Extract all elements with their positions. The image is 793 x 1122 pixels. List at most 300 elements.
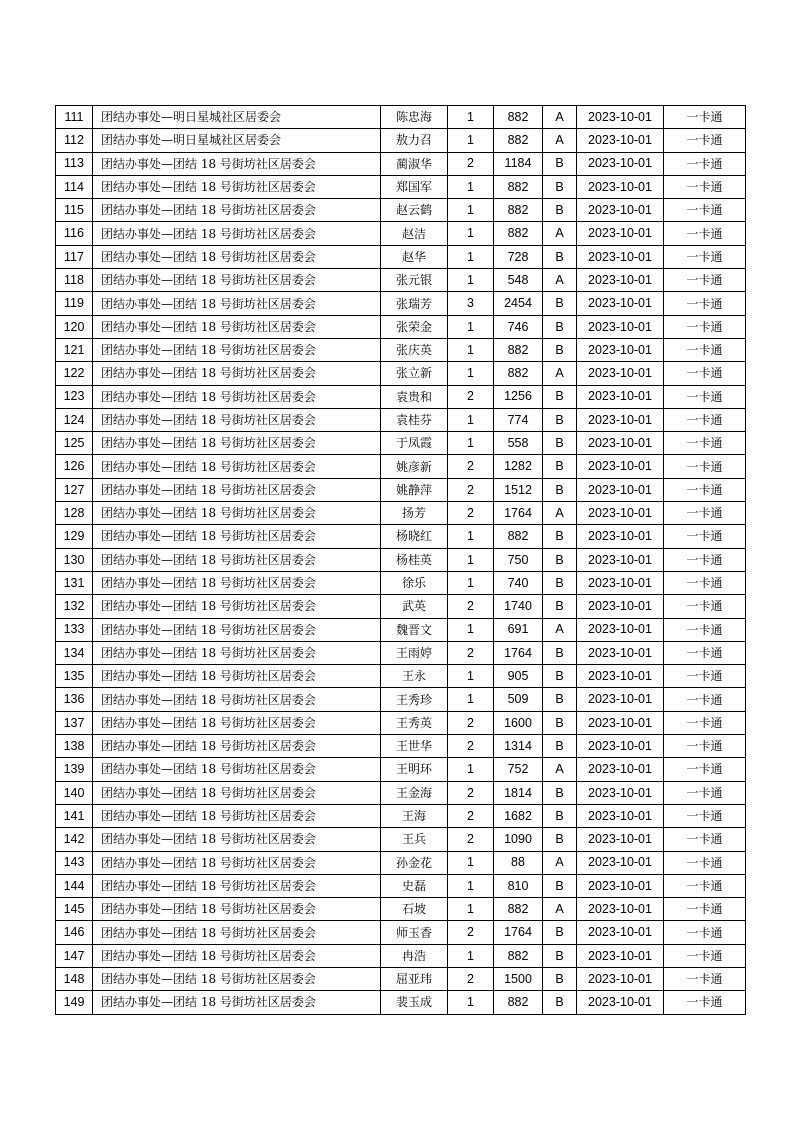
row-number-cell: 148 bbox=[56, 967, 93, 990]
organization-cell: 团结办事处—团结 18 号街坊社区居委会 bbox=[93, 362, 381, 385]
row-number-cell: 112 bbox=[56, 129, 93, 152]
organization-cell: 团结办事处—团结 18 号街坊社区居委会 bbox=[93, 874, 381, 897]
organization-cell: 团结办事处—团结 18 号街坊社区居委会 bbox=[93, 804, 381, 827]
payment-method-cell: 一卡通 bbox=[664, 688, 746, 711]
organization-cell: 团结办事处—团结 18 号街坊社区居委会 bbox=[93, 967, 381, 990]
amount-cell: 882 bbox=[494, 991, 543, 1014]
household-count-cell: 1 bbox=[448, 665, 494, 688]
row-number-cell: 113 bbox=[56, 152, 93, 175]
household-count-cell: 2 bbox=[448, 967, 494, 990]
amount-cell: 882 bbox=[494, 898, 543, 921]
payment-method-cell: 一卡通 bbox=[664, 641, 746, 664]
table-row bbox=[56, 781, 746, 804]
organization-cell: 团结办事处—团结 18 号街坊社区居委会 bbox=[93, 338, 381, 361]
table-row bbox=[56, 502, 746, 525]
household-count-cell: 1 bbox=[448, 245, 494, 268]
category-cell: B bbox=[543, 665, 577, 688]
table-row bbox=[56, 967, 746, 990]
amount-cell: 810 bbox=[494, 874, 543, 897]
category-cell: B bbox=[543, 245, 577, 268]
payment-method-cell: 一卡通 bbox=[664, 455, 746, 478]
category-cell: A bbox=[543, 898, 577, 921]
household-count-cell: 2 bbox=[448, 152, 494, 175]
table-row bbox=[56, 921, 746, 944]
table-row bbox=[56, 338, 746, 361]
name-cell: 姚静萍 bbox=[381, 478, 448, 501]
row-number-cell: 131 bbox=[56, 571, 93, 594]
table-row bbox=[56, 688, 746, 711]
amount-cell: 691 bbox=[494, 618, 543, 641]
date-cell: 2023-10-01 bbox=[577, 199, 664, 222]
household-count-cell: 2 bbox=[448, 385, 494, 408]
payment-method-cell: 一卡通 bbox=[664, 315, 746, 338]
household-count-cell: 1 bbox=[448, 525, 494, 548]
household-count-cell: 2 bbox=[448, 641, 494, 664]
row-number-cell: 140 bbox=[56, 781, 93, 804]
date-cell: 2023-10-01 bbox=[577, 595, 664, 618]
organization-cell: 团结办事处—团结 18 号街坊社区居委会 bbox=[93, 595, 381, 618]
organization-cell: 团结办事处—团结 18 号街坊社区居委会 bbox=[93, 828, 381, 851]
table-row bbox=[56, 828, 746, 851]
row-number-cell: 141 bbox=[56, 804, 93, 827]
table-row bbox=[56, 315, 746, 338]
household-count-cell: 1 bbox=[448, 758, 494, 781]
row-number-cell: 139 bbox=[56, 758, 93, 781]
date-cell: 2023-10-01 bbox=[577, 781, 664, 804]
organization-cell: 团结办事处—团结 18 号街坊社区居委会 bbox=[93, 711, 381, 734]
household-count-cell: 2 bbox=[448, 455, 494, 478]
date-cell: 2023-10-01 bbox=[577, 338, 664, 361]
name-cell: 王海 bbox=[381, 804, 448, 827]
category-cell: B bbox=[543, 525, 577, 548]
name-cell: 徐乐 bbox=[381, 571, 448, 594]
row-number-cell: 121 bbox=[56, 338, 93, 361]
name-cell: 史磊 bbox=[381, 874, 448, 897]
name-cell: 赵华 bbox=[381, 245, 448, 268]
payment-method-cell: 一卡通 bbox=[664, 758, 746, 781]
household-count-cell: 1 bbox=[448, 548, 494, 571]
amount-cell: 509 bbox=[494, 688, 543, 711]
row-number-cell: 142 bbox=[56, 828, 93, 851]
name-cell: 张荣金 bbox=[381, 315, 448, 338]
name-cell: 王永 bbox=[381, 665, 448, 688]
amount-cell: 728 bbox=[494, 245, 543, 268]
household-count-cell: 1 bbox=[448, 898, 494, 921]
row-number-cell: 144 bbox=[56, 874, 93, 897]
table-row bbox=[56, 175, 746, 198]
table-row bbox=[56, 944, 746, 967]
roster-table-body bbox=[56, 106, 746, 1015]
household-count-cell: 1 bbox=[448, 851, 494, 874]
row-number-cell: 145 bbox=[56, 898, 93, 921]
date-cell: 2023-10-01 bbox=[577, 688, 664, 711]
table-row bbox=[56, 898, 746, 921]
name-cell: 姚彦新 bbox=[381, 455, 448, 478]
amount-cell: 1740 bbox=[494, 595, 543, 618]
category-cell: A bbox=[543, 222, 577, 245]
name-cell: 师玉香 bbox=[381, 921, 448, 944]
date-cell: 2023-10-01 bbox=[577, 362, 664, 385]
amount-cell: 740 bbox=[494, 571, 543, 594]
category-cell: B bbox=[543, 478, 577, 501]
category-cell: B bbox=[543, 152, 577, 175]
date-cell: 2023-10-01 bbox=[577, 245, 664, 268]
amount-cell: 882 bbox=[494, 338, 543, 361]
payment-method-cell: 一卡通 bbox=[664, 898, 746, 921]
table-row bbox=[56, 152, 746, 175]
amount-cell: 905 bbox=[494, 665, 543, 688]
date-cell: 2023-10-01 bbox=[577, 175, 664, 198]
row-number-cell: 132 bbox=[56, 595, 93, 618]
row-number-cell: 115 bbox=[56, 199, 93, 222]
category-cell: B bbox=[543, 571, 577, 594]
row-number-cell: 135 bbox=[56, 665, 93, 688]
organization-cell: 团结办事处—团结 18 号街坊社区居委会 bbox=[93, 851, 381, 874]
category-cell: B bbox=[543, 944, 577, 967]
row-number-cell: 134 bbox=[56, 641, 93, 664]
amount-cell: 1814 bbox=[494, 781, 543, 804]
date-cell: 2023-10-01 bbox=[577, 967, 664, 990]
row-number-cell: 119 bbox=[56, 292, 93, 315]
organization-cell: 团结办事处—团结 18 号街坊社区居委会 bbox=[93, 618, 381, 641]
household-count-cell: 1 bbox=[448, 199, 494, 222]
date-cell: 2023-10-01 bbox=[577, 478, 664, 501]
household-count-cell: 1 bbox=[448, 618, 494, 641]
row-number-cell: 127 bbox=[56, 478, 93, 501]
amount-cell: 882 bbox=[494, 222, 543, 245]
amount-cell: 1600 bbox=[494, 711, 543, 734]
organization-cell: 团结办事处—团结 18 号街坊社区居委会 bbox=[93, 571, 381, 594]
organization-cell: 团结办事处—团结 18 号街坊社区居委会 bbox=[93, 455, 381, 478]
category-cell: A bbox=[543, 269, 577, 292]
payment-method-cell: 一卡通 bbox=[664, 571, 746, 594]
date-cell: 2023-10-01 bbox=[577, 129, 664, 152]
household-count-cell: 2 bbox=[448, 502, 494, 525]
table-row bbox=[56, 665, 746, 688]
organization-cell: 团结办事处—明日星城社区居委会 bbox=[93, 129, 381, 152]
table-row bbox=[56, 804, 746, 827]
category-cell: B bbox=[543, 967, 577, 990]
household-count-cell: 1 bbox=[448, 362, 494, 385]
household-count-cell: 2 bbox=[448, 781, 494, 804]
payment-method-cell: 一卡通 bbox=[664, 222, 746, 245]
category-cell: B bbox=[543, 292, 577, 315]
organization-cell: 团结办事处—团结 18 号街坊社区居委会 bbox=[93, 478, 381, 501]
amount-cell: 1682 bbox=[494, 804, 543, 827]
payment-method-cell: 一卡通 bbox=[664, 269, 746, 292]
row-number-cell: 128 bbox=[56, 502, 93, 525]
name-cell: 赵云鹤 bbox=[381, 199, 448, 222]
amount-cell: 882 bbox=[494, 199, 543, 222]
amount-cell: 882 bbox=[494, 175, 543, 198]
roster-table bbox=[55, 105, 746, 1015]
organization-cell: 团结办事处—团结 18 号街坊社区居委会 bbox=[93, 315, 381, 338]
name-cell: 王兵 bbox=[381, 828, 448, 851]
date-cell: 2023-10-01 bbox=[577, 851, 664, 874]
household-count-cell: 2 bbox=[448, 711, 494, 734]
name-cell: 杨晓红 bbox=[381, 525, 448, 548]
row-number-cell: 123 bbox=[56, 385, 93, 408]
payment-method-cell: 一卡通 bbox=[664, 967, 746, 990]
table-row bbox=[56, 851, 746, 874]
table-row bbox=[56, 455, 746, 478]
table-row bbox=[56, 269, 746, 292]
name-cell: 杨桂英 bbox=[381, 548, 448, 571]
row-number-cell: 147 bbox=[56, 944, 93, 967]
name-cell: 王明环 bbox=[381, 758, 448, 781]
date-cell: 2023-10-01 bbox=[577, 735, 664, 758]
name-cell: 郑国军 bbox=[381, 175, 448, 198]
row-number-cell: 129 bbox=[56, 525, 93, 548]
name-cell: 袁贵和 bbox=[381, 385, 448, 408]
amount-cell: 1500 bbox=[494, 967, 543, 990]
amount-cell: 1090 bbox=[494, 828, 543, 851]
date-cell: 2023-10-01 bbox=[577, 315, 664, 338]
name-cell: 王秀珍 bbox=[381, 688, 448, 711]
row-number-cell: 138 bbox=[56, 735, 93, 758]
household-count-cell: 2 bbox=[448, 828, 494, 851]
name-cell: 王秀英 bbox=[381, 711, 448, 734]
organization-cell: 团结办事处—团结 18 号街坊社区居委会 bbox=[93, 292, 381, 315]
payment-method-cell: 一卡通 bbox=[664, 292, 746, 315]
payment-method-cell: 一卡通 bbox=[664, 944, 746, 967]
name-cell: 张庆英 bbox=[381, 338, 448, 361]
category-cell: A bbox=[543, 758, 577, 781]
row-number-cell: 125 bbox=[56, 432, 93, 455]
category-cell: B bbox=[543, 315, 577, 338]
amount-cell: 1764 bbox=[494, 921, 543, 944]
amount-cell: 882 bbox=[494, 106, 543, 129]
date-cell: 2023-10-01 bbox=[577, 571, 664, 594]
name-cell: 孙金花 bbox=[381, 851, 448, 874]
household-count-cell: 2 bbox=[448, 595, 494, 618]
household-count-cell: 2 bbox=[448, 921, 494, 944]
payment-method-cell: 一卡通 bbox=[664, 362, 746, 385]
date-cell: 2023-10-01 bbox=[577, 152, 664, 175]
name-cell: 屈亚玮 bbox=[381, 967, 448, 990]
household-count-cell: 1 bbox=[448, 175, 494, 198]
amount-cell: 1282 bbox=[494, 455, 543, 478]
payment-method-cell: 一卡通 bbox=[664, 245, 746, 268]
date-cell: 2023-10-01 bbox=[577, 222, 664, 245]
category-cell: B bbox=[543, 688, 577, 711]
name-cell: 冉浩 bbox=[381, 944, 448, 967]
household-count-cell: 1 bbox=[448, 408, 494, 431]
organization-cell: 团结办事处—团结 18 号街坊社区居委会 bbox=[93, 385, 381, 408]
household-count-cell: 2 bbox=[448, 804, 494, 827]
table-row bbox=[56, 292, 746, 315]
category-cell: B bbox=[543, 408, 577, 431]
date-cell: 2023-10-01 bbox=[577, 292, 664, 315]
row-number-cell: 122 bbox=[56, 362, 93, 385]
name-cell: 陈忠海 bbox=[381, 106, 448, 129]
organization-cell: 团结办事处—团结 18 号街坊社区居委会 bbox=[93, 898, 381, 921]
category-cell: B bbox=[543, 199, 577, 222]
organization-cell: 团结办事处—明日星城社区居委会 bbox=[93, 106, 381, 129]
date-cell: 2023-10-01 bbox=[577, 898, 664, 921]
date-cell: 2023-10-01 bbox=[577, 641, 664, 664]
category-cell: A bbox=[543, 851, 577, 874]
table-row bbox=[56, 478, 746, 501]
amount-cell: 1512 bbox=[494, 478, 543, 501]
organization-cell: 团结办事处—团结 18 号街坊社区居委会 bbox=[93, 944, 381, 967]
date-cell: 2023-10-01 bbox=[577, 921, 664, 944]
household-count-cell: 2 bbox=[448, 735, 494, 758]
name-cell: 张立新 bbox=[381, 362, 448, 385]
payment-method-cell: 一卡通 bbox=[664, 781, 746, 804]
table-row bbox=[56, 991, 746, 1014]
household-count-cell: 1 bbox=[448, 269, 494, 292]
category-cell: A bbox=[543, 502, 577, 525]
row-number-cell: 130 bbox=[56, 548, 93, 571]
organization-cell: 团结办事处—团结 18 号街坊社区居委会 bbox=[93, 222, 381, 245]
category-cell: B bbox=[543, 735, 577, 758]
name-cell: 于凤霞 bbox=[381, 432, 448, 455]
date-cell: 2023-10-01 bbox=[577, 269, 664, 292]
household-count-cell: 2 bbox=[448, 478, 494, 501]
date-cell: 2023-10-01 bbox=[577, 548, 664, 571]
payment-method-cell: 一卡通 bbox=[664, 711, 746, 734]
table-row bbox=[56, 222, 746, 245]
household-count-cell: 1 bbox=[448, 944, 494, 967]
organization-cell: 团结办事处—团结 18 号街坊社区居委会 bbox=[93, 408, 381, 431]
payment-method-cell: 一卡通 bbox=[664, 618, 746, 641]
category-cell: A bbox=[543, 362, 577, 385]
payment-method-cell: 一卡通 bbox=[664, 548, 746, 571]
payment-method-cell: 一卡通 bbox=[664, 175, 746, 198]
organization-cell: 团结办事处—团结 18 号街坊社区居委会 bbox=[93, 921, 381, 944]
category-cell: B bbox=[543, 595, 577, 618]
date-cell: 2023-10-01 bbox=[577, 432, 664, 455]
date-cell: 2023-10-01 bbox=[577, 385, 664, 408]
date-cell: 2023-10-01 bbox=[577, 455, 664, 478]
row-number-cell: 111 bbox=[56, 106, 93, 129]
category-cell: B bbox=[543, 641, 577, 664]
category-cell: B bbox=[543, 828, 577, 851]
date-cell: 2023-10-01 bbox=[577, 991, 664, 1014]
row-number-cell: 143 bbox=[56, 851, 93, 874]
household-count-cell: 3 bbox=[448, 292, 494, 315]
category-cell: B bbox=[543, 874, 577, 897]
table-row bbox=[56, 408, 746, 431]
category-cell: A bbox=[543, 106, 577, 129]
payment-method-cell: 一卡通 bbox=[664, 338, 746, 361]
category-cell: B bbox=[543, 432, 577, 455]
amount-cell: 88 bbox=[494, 851, 543, 874]
amount-cell: 1764 bbox=[494, 502, 543, 525]
organization-cell: 团结办事处—团结 18 号街坊社区居委会 bbox=[93, 781, 381, 804]
organization-cell: 团结办事处—团结 18 号街坊社区居委会 bbox=[93, 665, 381, 688]
date-cell: 2023-10-01 bbox=[577, 618, 664, 641]
date-cell: 2023-10-01 bbox=[577, 828, 664, 851]
organization-cell: 团结办事处—团结 18 号街坊社区居委会 bbox=[93, 269, 381, 292]
organization-cell: 团结办事处—团结 18 号街坊社区居委会 bbox=[93, 991, 381, 1014]
table-row bbox=[56, 362, 746, 385]
row-number-cell: 124 bbox=[56, 408, 93, 431]
organization-cell: 团结办事处—团结 18 号街坊社区居委会 bbox=[93, 152, 381, 175]
category-cell: B bbox=[543, 781, 577, 804]
household-count-cell: 1 bbox=[448, 106, 494, 129]
table-row bbox=[56, 129, 746, 152]
amount-cell: 750 bbox=[494, 548, 543, 571]
table-row bbox=[56, 874, 746, 897]
amount-cell: 1184 bbox=[494, 152, 543, 175]
payment-method-cell: 一卡通 bbox=[664, 851, 746, 874]
amount-cell: 2454 bbox=[494, 292, 543, 315]
amount-cell: 1256 bbox=[494, 385, 543, 408]
row-number-cell: 146 bbox=[56, 921, 93, 944]
payment-method-cell: 一卡通 bbox=[664, 828, 746, 851]
row-number-cell: 136 bbox=[56, 688, 93, 711]
date-cell: 2023-10-01 bbox=[577, 758, 664, 781]
household-count-cell: 1 bbox=[448, 688, 494, 711]
name-cell: 张元银 bbox=[381, 269, 448, 292]
table-row bbox=[56, 525, 746, 548]
category-cell: A bbox=[543, 618, 577, 641]
table-row bbox=[56, 571, 746, 594]
table-row bbox=[56, 711, 746, 734]
organization-cell: 团结办事处—团结 18 号街坊社区居委会 bbox=[93, 175, 381, 198]
name-cell: 扬芳 bbox=[381, 502, 448, 525]
organization-cell: 团结办事处—团结 18 号街坊社区居委会 bbox=[93, 688, 381, 711]
payment-method-cell: 一卡通 bbox=[664, 735, 746, 758]
household-count-cell: 1 bbox=[448, 991, 494, 1014]
payment-method-cell: 一卡通 bbox=[664, 129, 746, 152]
payment-method-cell: 一卡通 bbox=[664, 874, 746, 897]
amount-cell: 882 bbox=[494, 362, 543, 385]
table-row bbox=[56, 548, 746, 571]
amount-cell: 882 bbox=[494, 944, 543, 967]
category-cell: B bbox=[543, 175, 577, 198]
category-cell: B bbox=[543, 385, 577, 408]
date-cell: 2023-10-01 bbox=[577, 804, 664, 827]
name-cell: 王金海 bbox=[381, 781, 448, 804]
date-cell: 2023-10-01 bbox=[577, 106, 664, 129]
row-number-cell: 116 bbox=[56, 222, 93, 245]
table-row bbox=[56, 641, 746, 664]
household-count-cell: 1 bbox=[448, 129, 494, 152]
payment-method-cell: 一卡通 bbox=[664, 921, 746, 944]
name-cell: 敖力召 bbox=[381, 129, 448, 152]
name-cell: 张瑞芳 bbox=[381, 292, 448, 315]
organization-cell: 团结办事处—团结 18 号街坊社区居委会 bbox=[93, 245, 381, 268]
organization-cell: 团结办事处—团结 18 号街坊社区居委会 bbox=[93, 735, 381, 758]
row-number-cell: 149 bbox=[56, 991, 93, 1014]
payment-method-cell: 一卡通 bbox=[664, 385, 746, 408]
category-cell: B bbox=[543, 455, 577, 478]
row-number-cell: 133 bbox=[56, 618, 93, 641]
date-cell: 2023-10-01 bbox=[577, 665, 664, 688]
name-cell: 魏晋文 bbox=[381, 618, 448, 641]
row-number-cell: 117 bbox=[56, 245, 93, 268]
date-cell: 2023-10-01 bbox=[577, 408, 664, 431]
payment-method-cell: 一卡通 bbox=[664, 525, 746, 548]
payment-method-cell: 一卡通 bbox=[664, 106, 746, 129]
table-row bbox=[56, 595, 746, 618]
date-cell: 2023-10-01 bbox=[577, 711, 664, 734]
organization-cell: 团结办事处—团结 18 号街坊社区居委会 bbox=[93, 758, 381, 781]
household-count-cell: 1 bbox=[448, 432, 494, 455]
table-row bbox=[56, 618, 746, 641]
payment-method-cell: 一卡通 bbox=[664, 432, 746, 455]
payment-method-cell: 一卡通 bbox=[664, 595, 746, 618]
amount-cell: 746 bbox=[494, 315, 543, 338]
payment-method-cell: 一卡通 bbox=[664, 408, 746, 431]
category-cell: B bbox=[543, 711, 577, 734]
table-row bbox=[56, 432, 746, 455]
row-number-cell: 126 bbox=[56, 455, 93, 478]
table-row bbox=[56, 245, 746, 268]
